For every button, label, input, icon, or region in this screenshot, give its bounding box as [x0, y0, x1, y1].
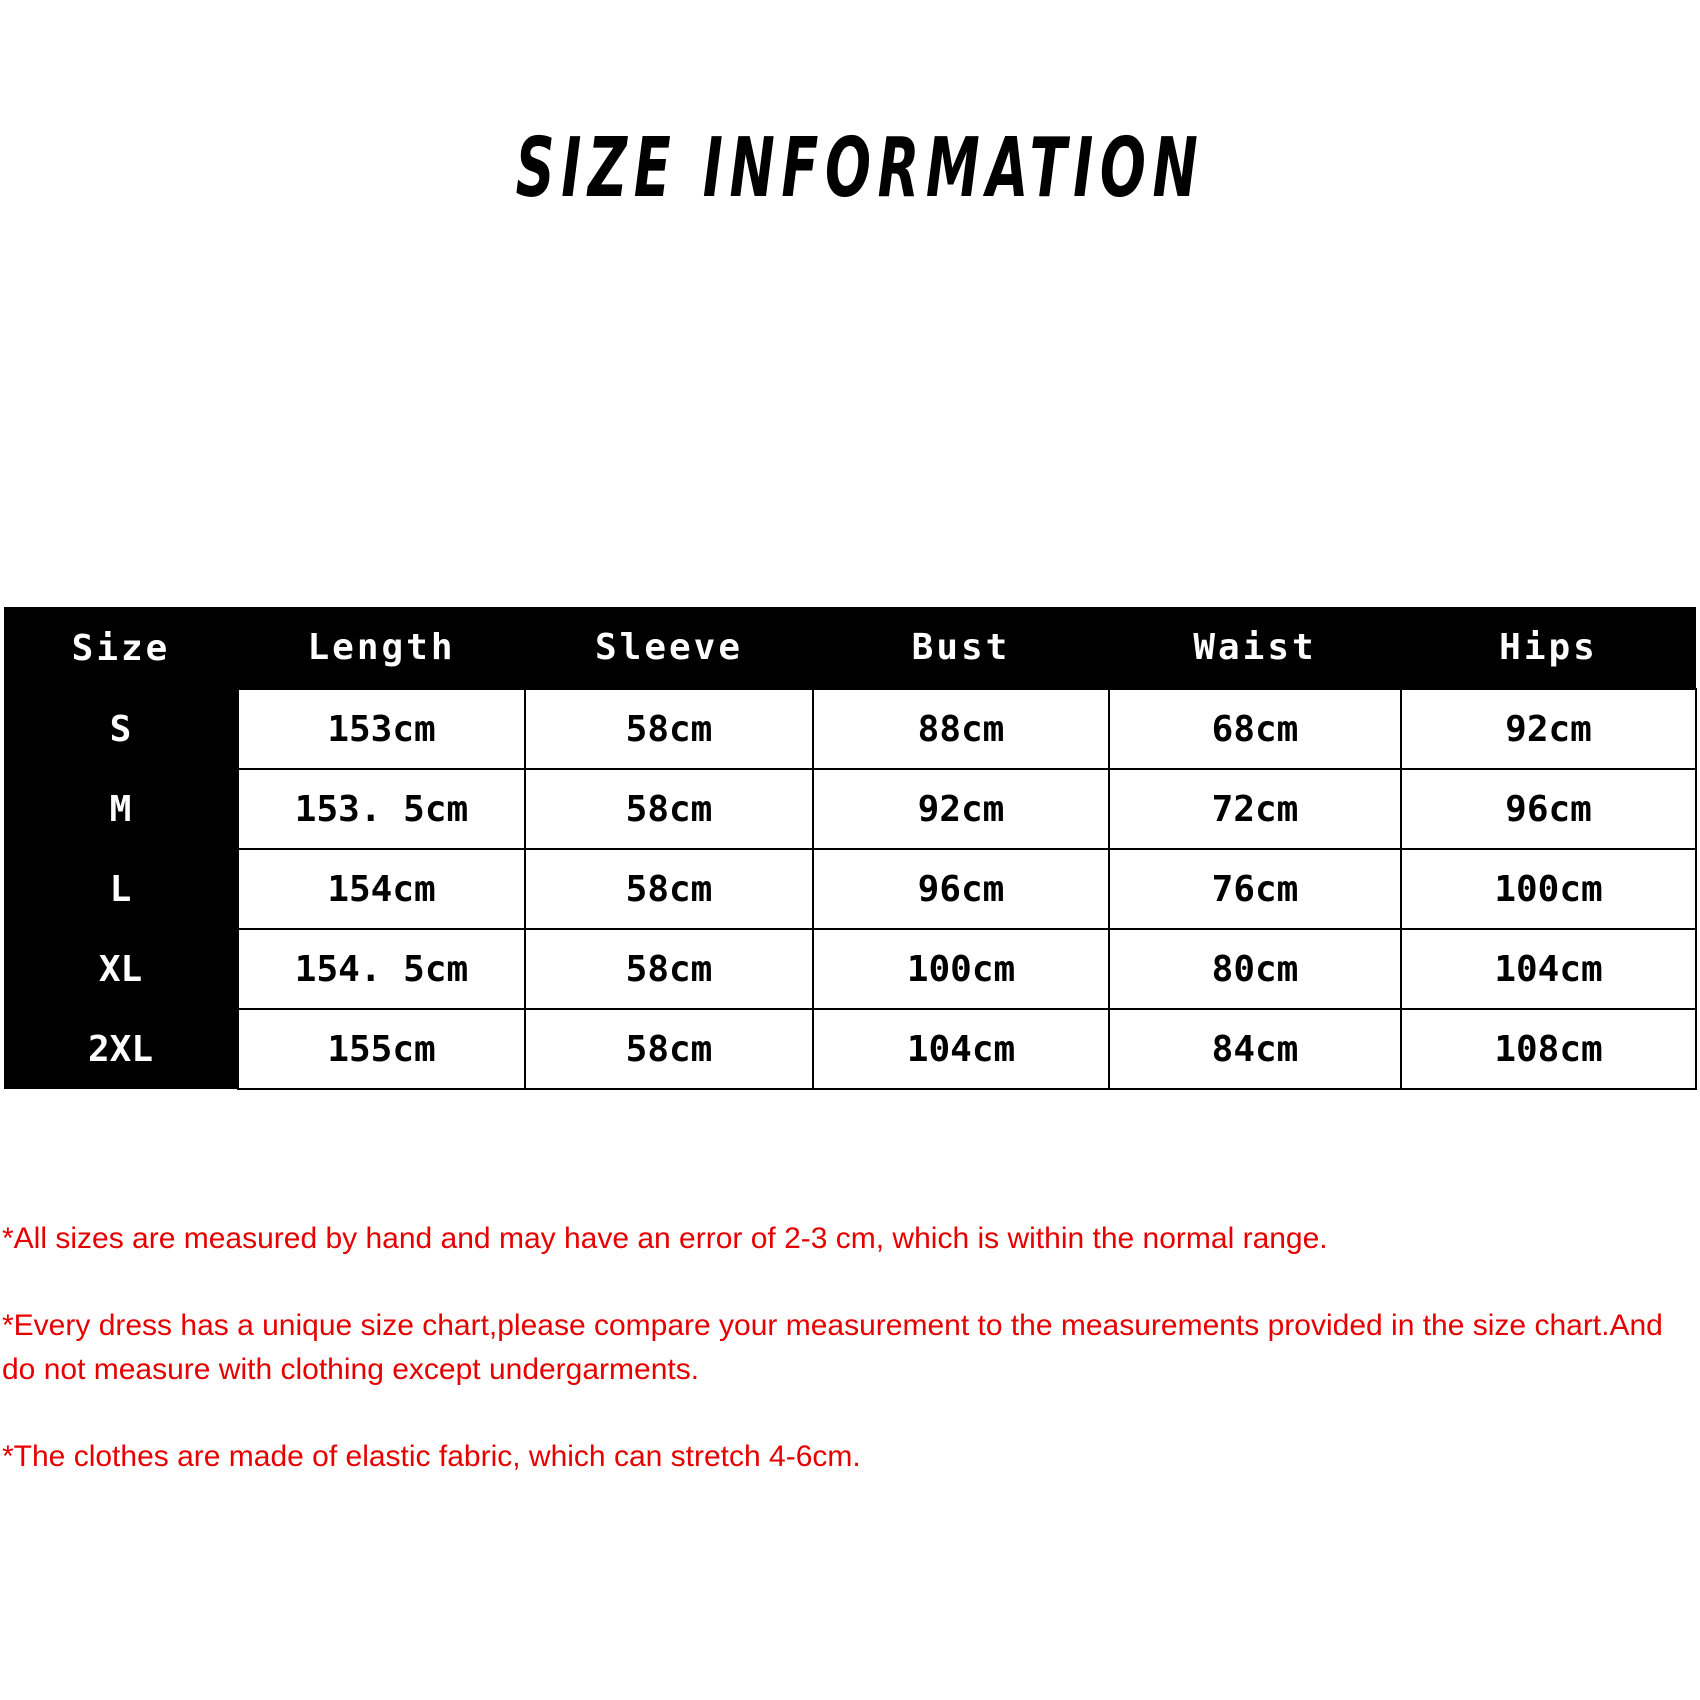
table-cell: 108cm	[1401, 1009, 1696, 1089]
table-cell: 72cm	[1109, 769, 1401, 849]
header-size: Size	[4, 607, 238, 689]
table-cell: 153. 5cm	[238, 769, 525, 849]
table-cell: 92cm	[813, 769, 1109, 849]
table-row	[4, 689, 1696, 769]
table-cell: 88cm	[813, 689, 1109, 769]
table-cell: 92cm	[1401, 689, 1696, 769]
row-size-label: XL	[4, 929, 238, 1009]
header-sleeve: Sleeve	[525, 607, 813, 689]
row-size-label: M	[4, 769, 238, 849]
table-cell: 154cm	[238, 849, 525, 929]
size-notes	[2, 1217, 1696, 1522]
size-chart-table	[4, 607, 1697, 1090]
table-row	[4, 849, 1696, 929]
table-cell: 155cm	[238, 1009, 525, 1089]
row-size-label: 2XL	[4, 1009, 238, 1089]
table-cell: 104cm	[813, 1009, 1109, 1089]
table-cell: 100cm	[1401, 849, 1696, 929]
table-row	[4, 1009, 1696, 1089]
header-waist: Waist	[1109, 607, 1401, 689]
table-cell: 58cm	[525, 1009, 813, 1089]
table-cell: 58cm	[525, 769, 813, 849]
header-length: Length	[238, 607, 525, 689]
table-cell: 80cm	[1109, 929, 1401, 1009]
header-bust: Bust	[813, 607, 1109, 689]
table-cell: 84cm	[1109, 1009, 1401, 1089]
row-size-label: L	[4, 849, 238, 929]
header-hips: Hips	[1401, 607, 1696, 689]
table-cell: 154. 5cm	[238, 929, 525, 1009]
table-cell: 104cm	[1401, 929, 1696, 1009]
note-unique-size-chart: *Every dress has a unique size chart,please compare your measurement to the measurements provided in the size chart.And do not measure with clothing except undergarments.	[2, 1309, 1663, 1386]
table-cell: 58cm	[525, 689, 813, 769]
table-cell: 96cm	[1401, 769, 1696, 849]
table-cell: 96cm	[813, 849, 1109, 929]
table-cell: 100cm	[813, 929, 1109, 1009]
note-measurement-error: *All sizes are measured by hand and may have an error of 2-3 cm, which is within the normal range.	[2, 1222, 1328, 1255]
table-cell: 68cm	[1109, 689, 1401, 769]
table-row	[4, 929, 1696, 1009]
table-cell: 58cm	[525, 929, 813, 1009]
table-cell: 76cm	[1109, 849, 1401, 929]
table-cell: 153cm	[238, 689, 525, 769]
table-cell: 58cm	[525, 849, 813, 929]
table-row	[4, 769, 1696, 849]
table-header-row	[4, 607, 1696, 689]
row-size-label: S	[4, 689, 238, 769]
page-title: SIZE INFORMATION	[515, 121, 1205, 216]
note-elastic-fabric: *The clothes are made of elastic fabric, which can stretch 4-6cm.	[2, 1440, 861, 1473]
